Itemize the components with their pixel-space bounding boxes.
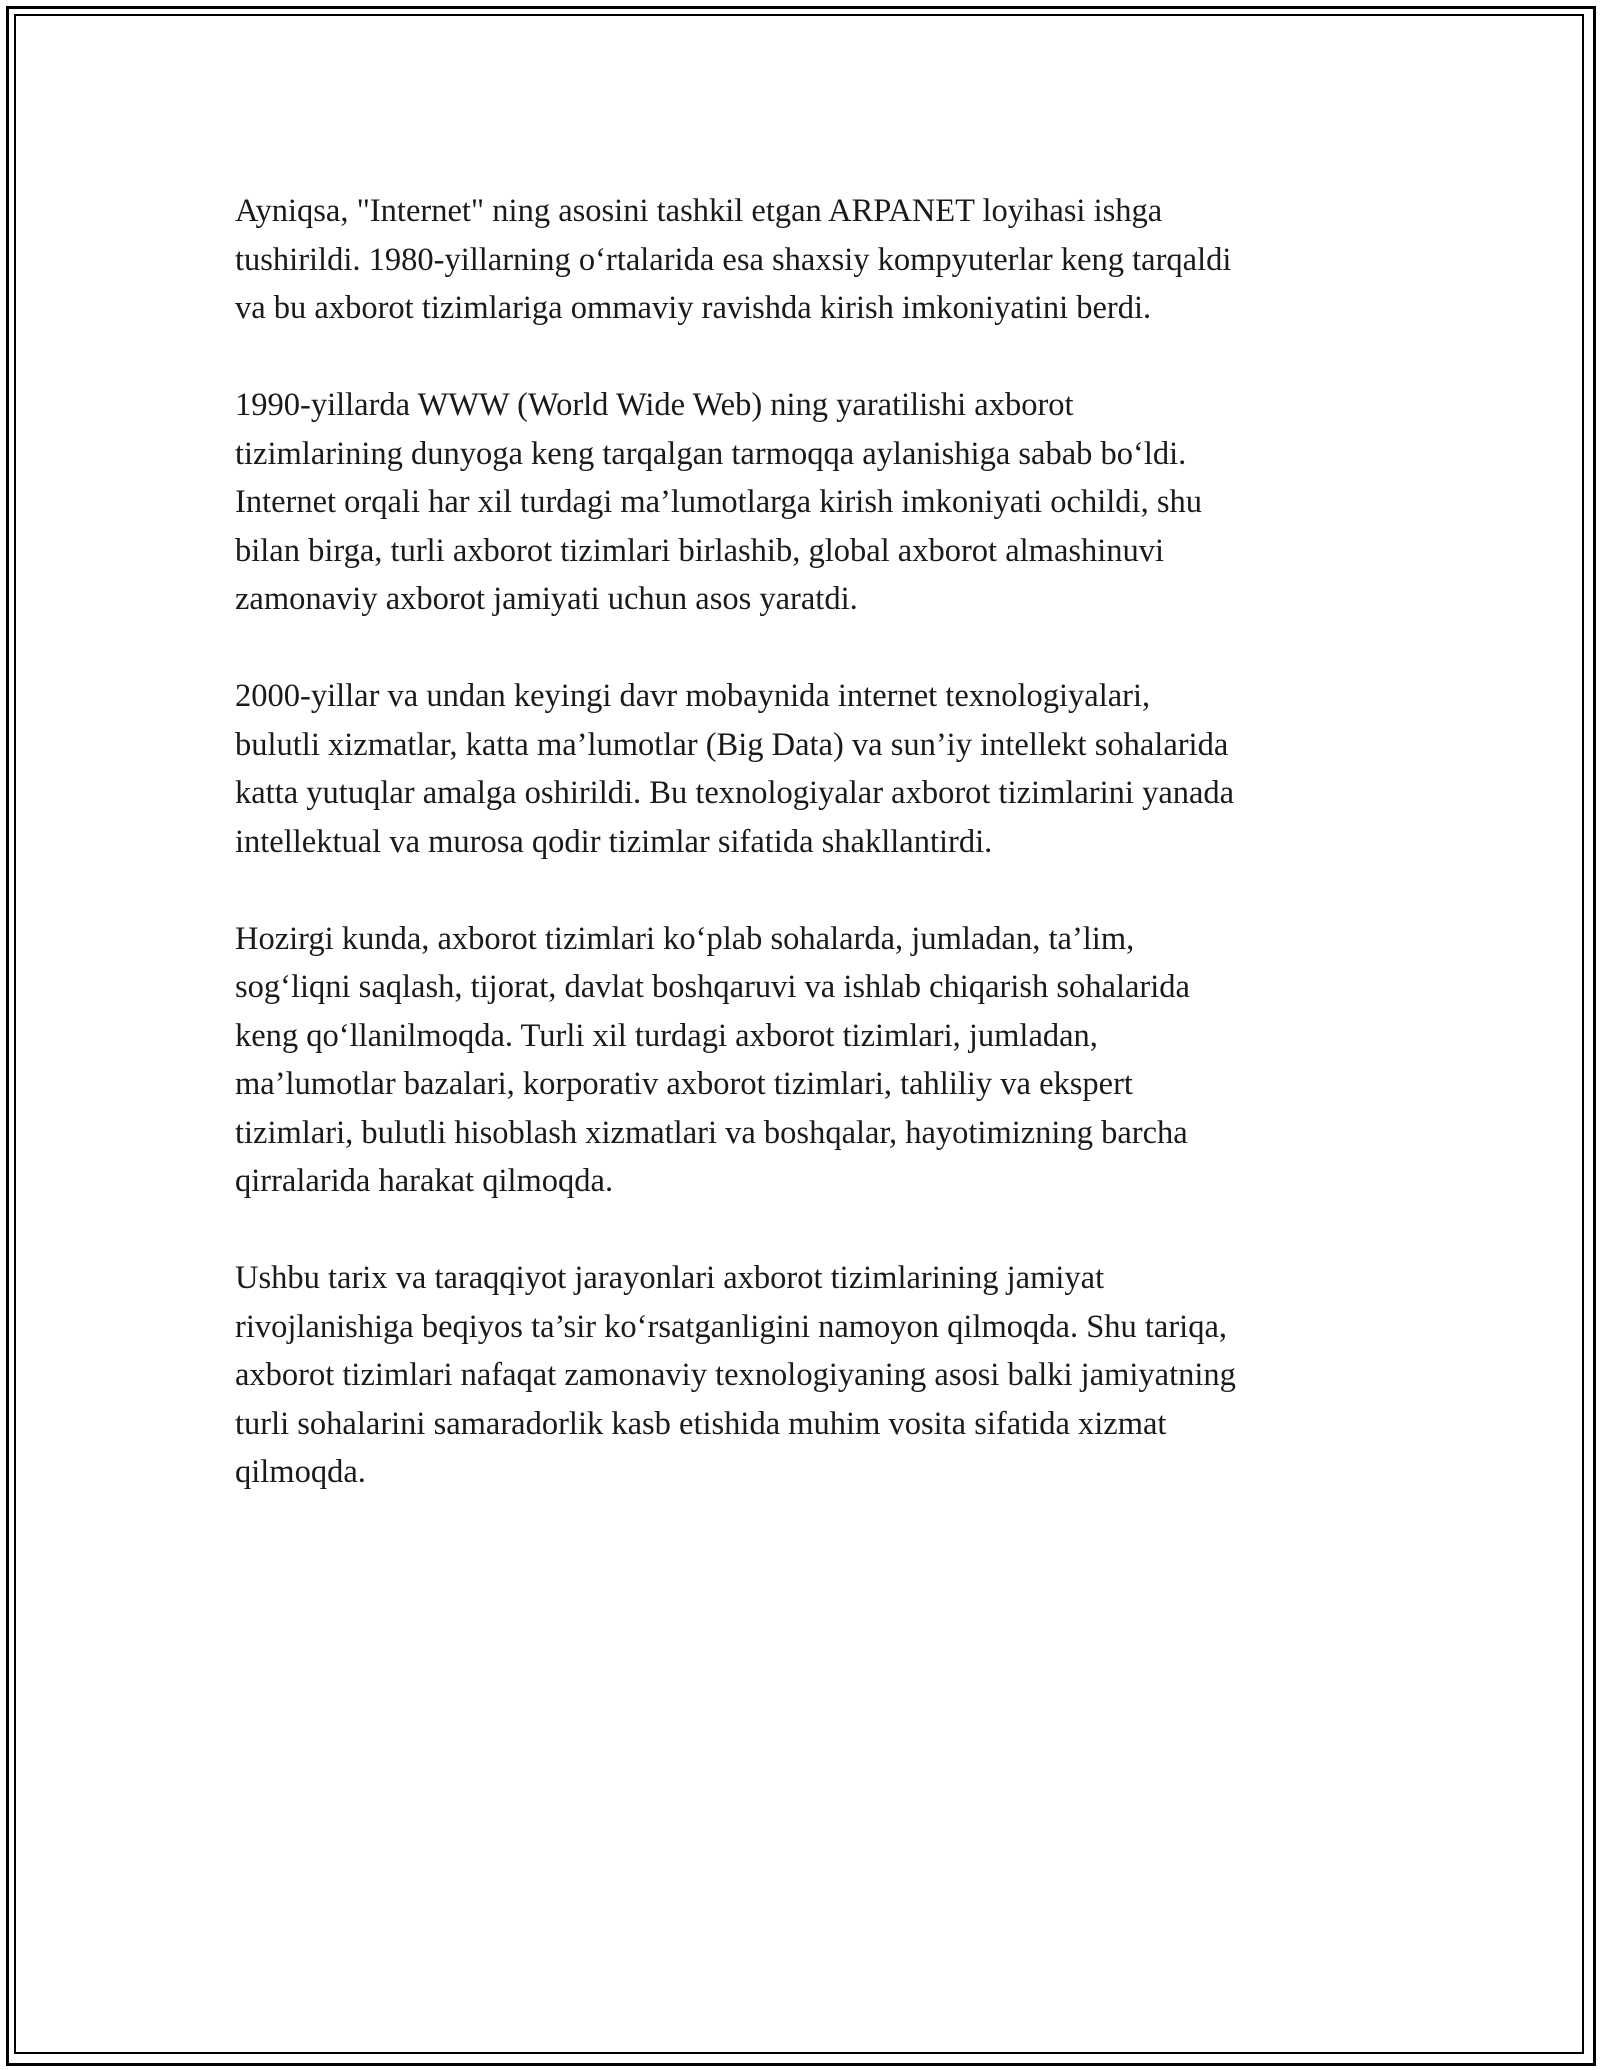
document-body (235, 187, 1375, 1545)
paragraph-arpanet: Ayniqsa, "Internet" ning asosini tashkil etgan ARPANET loyihasi ishga tushirildi. 1980-yillarning o‘rtalarida esa shaxsiy kompyuterlar keng tarqaldi va bu axborot tizimlariga ommaviy ravishda kirish imkoniyatini berdi. (235, 193, 1232, 326)
paragraph-conclusion: Ushbu tarix va taraqqiyot jarayonlari axborot tizimlarining jamiyat rivojlanishiga beqiyos ta’sir ko‘rsatganligini namoyon qilmoqda. Shu tariqa, axborot tizimlari nafaqat zamonaviy texnologiyaning asosi balki jamiyatning turli sohalarini samaradorlik kasb etishida muhim vosita sifatida xizmat qilmoqda. (235, 1260, 1236, 1490)
paragraph-2000s: 2000-yillar va undan keyingi davr mobaynida internet texnologiyalari, bulutli xizmatlar, katta ma’lumotlar (Big Data) va sun’iy intellekt sohalarida katta yutuqlar amalga oshirildi. Bu texnologiyalar axborot tizimlarini yanada intellektual va murosa qodir tizimlar sifatida shakllantirdi. (235, 678, 1235, 860)
paragraph-www: 1990-yillarda WWW (World Wide Web) ning yaratilishi axborot tizimlarining dunyoga keng tarqalgan tarmoqqa aylanishiga sabab bo‘ldi. Internet orqali har xil turdagi ma’lumotlarga kirish imkoniyati ochildi, shu bilan birga, turli axborot tizimlari birlashib, global axborot almashinuvi zamonaviy axborot jamiyati uchun asos yaratdi. (235, 387, 1202, 617)
paragraph-today: Hozirgi kunda, axborot tizimlari ko‘plab sohalarda, jumladan, ta’lim, sog‘liqni saqlash, tijorat, davlat boshqaruvi va ishlab chiqarish sohalarida keng qo‘llanilmoqda. Turli xil turdagi axborot tizimlari, jumladan, ma’lumotlar bazalari, korporativ axborot tizimlari, tahliliy va ekspert tizimlari, bulutli hisoblash xizmatlari va boshqalar, hayotimizning barcha qirralarida harakat qilmoqda. (235, 920, 1190, 1199)
